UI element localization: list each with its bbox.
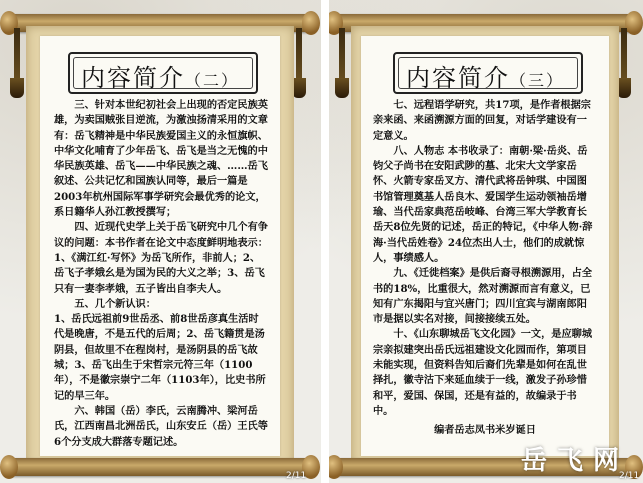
site-watermark: 岳飞网 [520,446,629,476]
right-scroll-panel [329,0,643,483]
title-number: （三） [509,71,564,90]
tassel-icon [621,28,627,84]
scroll-paper [40,36,280,456]
paragraph: 六、韩国（岳）李氏，云南腾冲、梁河岳氏，江西南昌北洲岳氏，山东安丘（岳）王氏等6个分支成大群落专题记述。 [54,404,268,448]
panel-divider [321,0,329,483]
title-text: 内容简介 [80,64,185,92]
page-indicator: 2/11 [286,471,307,481]
body-text [54,98,268,450]
bottom-rod [6,458,314,476]
tassel-icon [14,28,20,84]
page-indicator: 2/11 [619,471,640,481]
paragraph: 五、几个新认识： [74,297,156,310]
paragraph: 四、近现代史学上关于岳飞研究中几个有争议的问题：本书作者在论文中态度鲜明地表示：1、《满江红·写怀》为岳飞所作，非前人；2、岳飞子孝娥幺是为国为民的大义之举；3、岳飞只有一妻李孝娥，五子皆出自李夫人。 [54,221,268,295]
title-number: （二） [184,71,239,90]
signature-line: 编者岳志凤书米岁诞日 [434,424,536,437]
paragraph: 九、《迁徙档案》是供后裔寻根溯源用，占全书的18%，比重很大，然对溯源而言有意义，已知有广东揭阳与宜兴唐门；四川宜宾与湖南郎阳市是据以实名对接，间接接续五处。 [373,267,593,326]
paragraph: 1、岳氏远祖前9世岳丞、前8世岳彦真生活时代是晚唐，不是五代的后周；2、岳飞籍贯是汤阴县，但故里不在程岗村，是汤阴县的岳飞故城；3、岳飞出生于宋哲宗元符三年（1100年），不是徽宗崇宁二年（1103年），比史书所记的早三年。 [54,313,266,402]
tassel-icon [339,28,345,84]
page-title [361,58,609,93]
rod-knob-icon [625,11,643,35]
tassel-icon [296,28,302,84]
scroll-paper [361,36,609,456]
page-title [40,58,280,93]
rod-knob-icon [302,11,320,35]
paragraph: 三、针对本世纪初社会上出现的否定民族英雄，为卖国贼张目逆流，为激浊扬清采用的文章有：岳飞精神是中华民族爱国主义的永恒旗帜、中华文化哺育了少年岳飞、岳飞是当之无愧的中华民族英雄、岳飞——中华民族之魂、……岳飞叙述、公共记忆和国族认同等，最后一篇是2003年杭州国际军事学研究会最优秀的论文，系日籍华人孙江教授撰写； [54,99,268,219]
paragraph: 七、远程语学研究，共17项，是作者根据宗亲来函、来函溯源方面的回复，对话学建设有一定意义。 [373,99,591,142]
rod-knob-icon [0,455,18,479]
title-text: 内容简介 [405,64,510,92]
paragraph: 十、《山东聊城岳飞文化园》一文，是应聊城宗亲拟建突出岳氏远祖建设文化园而作，第项目未能实现，但资料告知后裔们先辈是如何在乱世择扎，徽寺沽下来延血续于一线，激发子孙珍惜和平，爱国、保国，还是有益的，故编录于书中。 [373,328,593,417]
paragraph: 八、人物志 本书收录了：南朝·梁·岳炎、岳钧父子尚书在安阳武陟的墓、北宋大文学家岳怀、火箭专家岳叉方、清代武将岳钟琪、中国图书馆管理奠基人岳良木、爱国学生运动领袖岳增瑜、当代岳家典范岳岐峰、台湾三军大学教育长岳天8位先贤的记述，岳正的特记，《中华人物·辞海·当代岳姓卷》24位杰出人士，他们的成就惊人，事绩感人。 [373,144,593,264]
body-text [373,98,597,439]
rod-knob-icon [329,455,343,479]
left-scroll-panel [0,0,321,483]
